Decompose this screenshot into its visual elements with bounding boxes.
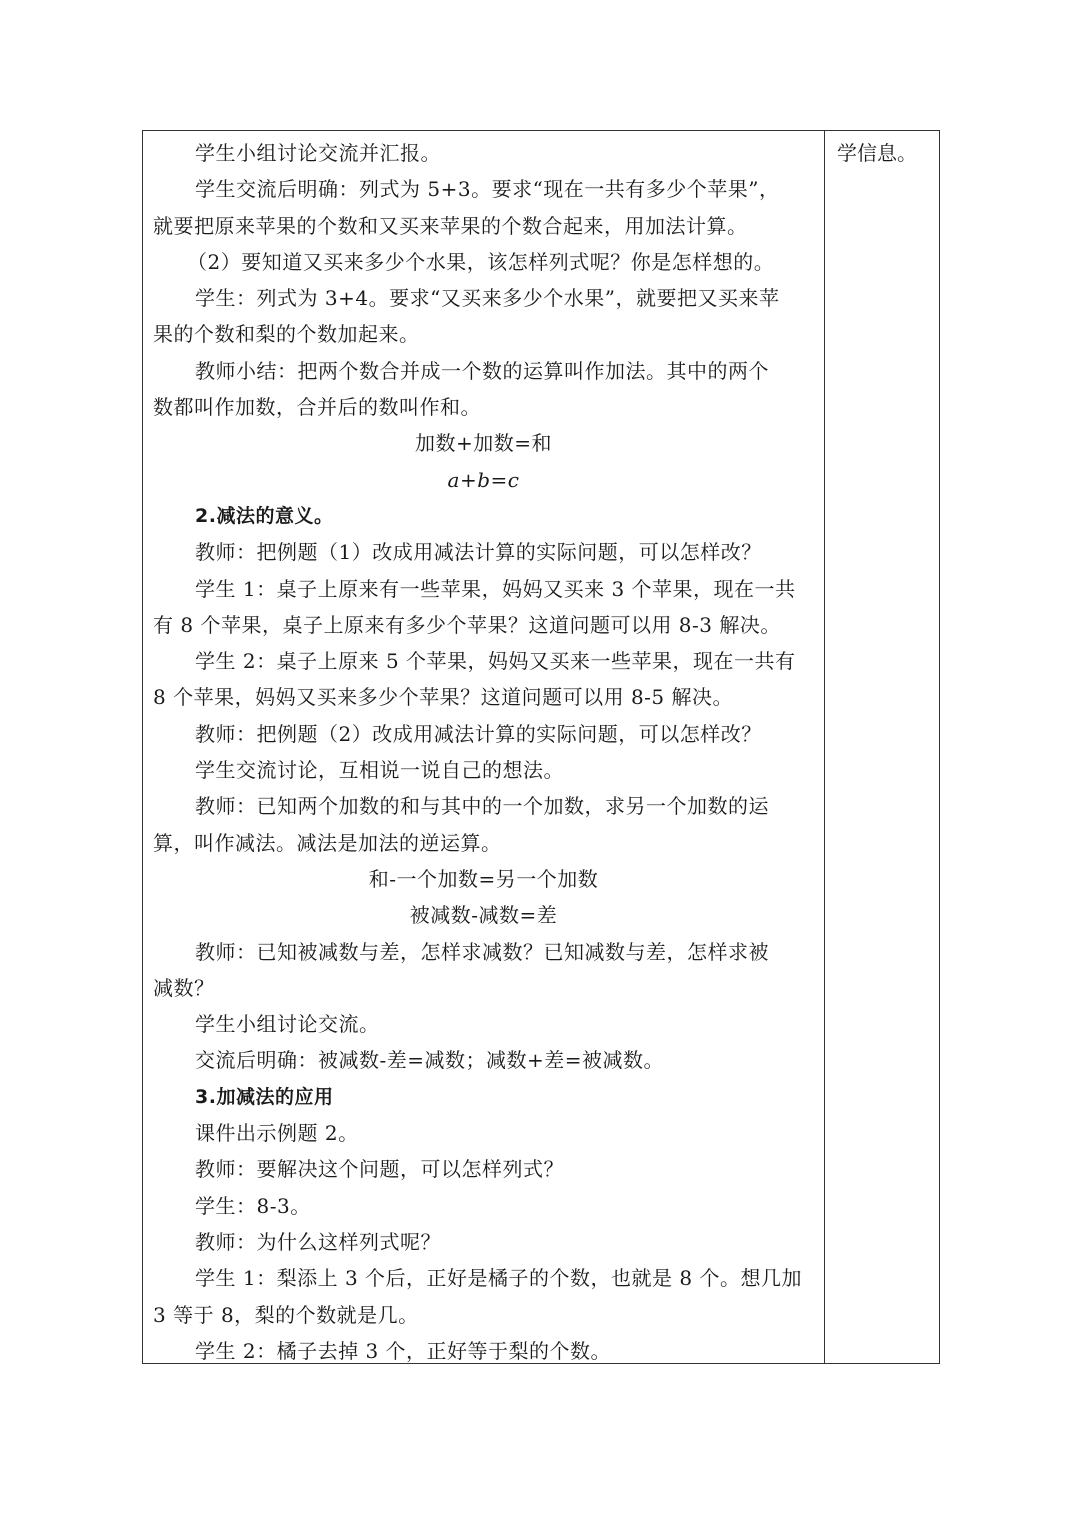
- text-line: 学生：列式为 3+4。要求“又买来多少个水果”，就要把又买来苹: [195, 286, 780, 311]
- text-line: 加数+加数=和: [414, 431, 552, 456]
- text-line: 8 个苹果，妈妈又买来多少个苹果？这道问题可以用 8-5 解决。: [153, 685, 734, 710]
- text-line: 有 8 个苹果，桌子上原来有多少个苹果？这道问题可以用 8-3 解决。: [153, 612, 781, 637]
- notes-text: 学信息。: [837, 141, 917, 165]
- text-line: 教师：为什么这样列式呢？: [195, 1229, 441, 1254]
- text-line: 教师小结：把两个数合并成一个数的运算叫作加法。其中的两个: [195, 358, 769, 383]
- text-line: 教师：要解决这个问题，可以怎样列式？: [195, 1157, 564, 1182]
- text-line: 交流后明确：被减数-差=减数；减数+差=被减数。: [195, 1048, 665, 1073]
- text-line: 学生：8-3。: [195, 1193, 311, 1218]
- text-line: 课件出示例题 2。: [195, 1121, 359, 1146]
- text-line: 果的个数和梨的个数加起来。: [153, 322, 420, 347]
- text-line: 减数？: [153, 975, 215, 1000]
- text-line: 学生 2：橘子去掉 3 个，正好等于梨的个数。: [195, 1338, 612, 1363]
- text-line: 数都叫作加数，合并后的数叫作和。: [153, 395, 481, 420]
- text-line: 教师：已知被减数与差，怎样求减数？已知减数与差，怎样求被: [195, 939, 769, 964]
- text-line: 教师：已知两个加数的和与其中的一个加数，求另一个加数的运: [195, 794, 769, 819]
- text-line: a+b=c: [447, 467, 520, 492]
- notes-cell: [825, 131, 939, 1363]
- text-line: 被减数-减数=差: [409, 903, 558, 928]
- lesson-table: [142, 130, 940, 1364]
- text-line: 教师：把例题（1）改成用减法计算的实际问题，可以怎样改？: [195, 540, 762, 565]
- text-line: （2）要知道又买来多少个水果，该怎样列式呢？你是怎样想的。: [187, 249, 775, 274]
- text-line: 2.减法的意义。: [195, 504, 334, 527]
- text-line: 3.加减法的应用: [195, 1085, 334, 1108]
- text-line: 学生 1：桌子上原来有一些苹果，妈妈又买来 3 个苹果，现在一共: [195, 576, 796, 601]
- text-line: 学生小组讨论交流并汇报。: [195, 141, 441, 165]
- text-line: 就要把原来苹果的个数和又买来苹果的个数合起来，用加法计算。: [153, 213, 748, 238]
- text-line: 教师：把例题（2）改成用减法计算的实际问题，可以怎样改？: [195, 721, 762, 746]
- text-line: 学生 1：梨添上 3 个后，正好是橘子的个数，也就是 8 个。想几加: [195, 1266, 802, 1291]
- text-line: 学生交流后明确：列式为 5+3。要求“现在一共有多少个苹果”，: [195, 177, 780, 202]
- text-line: 3 等于 8，梨的个数就是几。: [153, 1302, 419, 1327]
- text-line: 学生小组讨论交流。: [195, 1012, 380, 1037]
- text-line: 和-一个加数=另一个加数: [368, 866, 599, 891]
- text-line: 算，叫作减法。减法是加法的逆运算。: [153, 830, 502, 855]
- text-line: 学生 2：桌子上原来 5 个苹果，妈妈又买来一些苹果，现在一共有: [195, 649, 796, 674]
- lesson-content-cell: [143, 131, 825, 1363]
- text-line: 学生交流讨论，互相说一说自己的想法。: [195, 758, 564, 783]
